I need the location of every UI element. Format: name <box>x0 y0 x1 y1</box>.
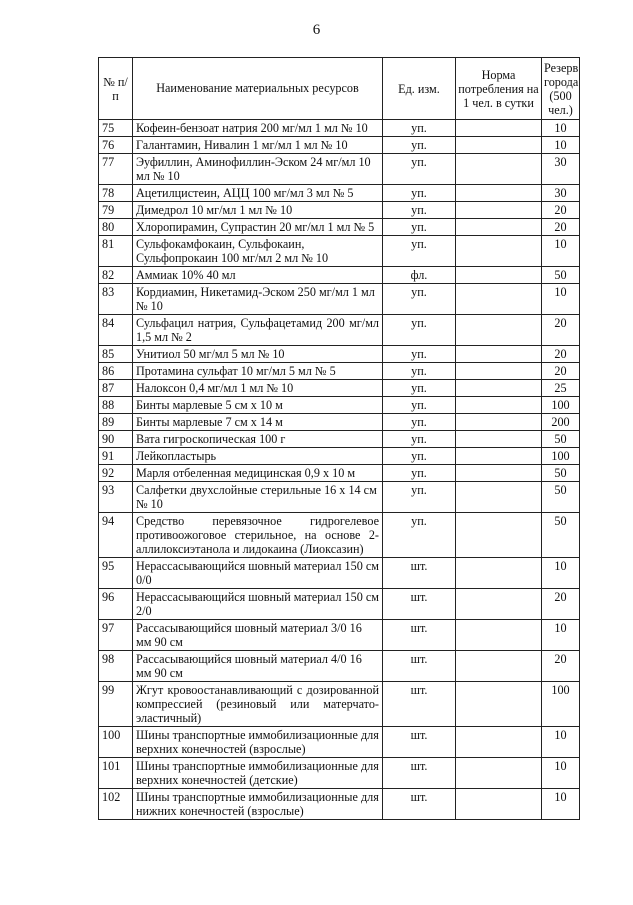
row-unit: фл. <box>383 267 456 284</box>
row-unit: шт. <box>383 651 456 682</box>
table-row <box>99 682 580 727</box>
row-norm <box>456 758 542 789</box>
row-name: Аммиак 10% 40 мл <box>133 267 383 284</box>
table-row <box>99 185 580 202</box>
row-reserve: 10 <box>542 620 580 651</box>
table-row <box>99 727 580 758</box>
row-unit: шт. <box>383 620 456 651</box>
row-norm <box>456 682 542 727</box>
row-name: Лейкопластырь <box>133 448 383 465</box>
row-unit: уп. <box>383 202 456 219</box>
row-norm <box>456 219 542 236</box>
table-row <box>99 513 580 558</box>
row-reserve: 10 <box>542 120 580 137</box>
row-unit: уп. <box>383 315 456 346</box>
row-name: Протамина сульфат 10 мг/мл 5 мл № 5 <box>133 363 383 380</box>
row-unit: шт. <box>383 558 456 589</box>
row-name: Нерассасывающийся шовный материал 150 см 2/0 <box>133 589 383 620</box>
row-norm <box>456 414 542 431</box>
row-reserve: 50 <box>542 431 580 448</box>
row-reserve: 20 <box>542 219 580 236</box>
row-norm <box>456 380 542 397</box>
row-number: 90 <box>99 431 133 448</box>
row-name: Вата гигроскопическая 100 г <box>133 431 383 448</box>
row-number: 75 <box>99 120 133 137</box>
table-row <box>99 315 580 346</box>
resources-table <box>98 57 580 820</box>
table-row <box>99 589 580 620</box>
row-number: 95 <box>99 558 133 589</box>
row-norm <box>456 448 542 465</box>
table-row <box>99 202 580 219</box>
row-norm <box>456 465 542 482</box>
row-unit: уп. <box>383 465 456 482</box>
row-norm <box>456 513 542 558</box>
row-reserve: 20 <box>542 346 580 363</box>
row-name: Кордиамин, Никетамид-Эском 250 мг/мл 1 мл № 10 <box>133 284 383 315</box>
header-norm: Норма потребления на 1 чел. в сутки <box>456 58 542 120</box>
row-reserve: 20 <box>542 651 580 682</box>
row-number: 81 <box>99 236 133 267</box>
table-row <box>99 465 580 482</box>
row-reserve: 10 <box>542 137 580 154</box>
row-reserve: 10 <box>542 558 580 589</box>
row-name: Рассасывающийся шовный материал 4/0 16 мм 90 см <box>133 651 383 682</box>
row-reserve: 100 <box>542 397 580 414</box>
table-row <box>99 346 580 363</box>
row-number: 97 <box>99 620 133 651</box>
row-name: Рассасывающийся шовный материал 3/0 16 мм 90 см <box>133 620 383 651</box>
row-number: 100 <box>99 727 133 758</box>
row-unit: уп. <box>383 284 456 315</box>
table-row <box>99 482 580 513</box>
row-reserve: 30 <box>542 185 580 202</box>
row-norm <box>456 431 542 448</box>
row-reserve: 20 <box>542 202 580 219</box>
table-row <box>99 267 580 284</box>
table-row <box>99 414 580 431</box>
row-norm <box>456 154 542 185</box>
header-name: Наименование материальных ресурсов <box>133 58 383 120</box>
row-name: Сульфацил натрия, Сульфацетамид 200 мг/мл 1,5 мл № 2 <box>133 315 383 346</box>
row-name: Шины транспортные иммобилизационные для нижних конечностей (взрослые) <box>133 789 383 820</box>
table-row <box>99 448 580 465</box>
page-number: 6 <box>312 22 321 38</box>
row-number: 86 <box>99 363 133 380</box>
table-row <box>99 137 580 154</box>
row-unit: шт. <box>383 758 456 789</box>
row-unit: уп. <box>383 431 456 448</box>
row-unit: уп. <box>383 219 456 236</box>
row-name: Жгут кровоостанавливающий с дозированной компрессией (резиновый или матерчато-эластичный) <box>133 682 383 727</box>
row-unit: уп. <box>383 448 456 465</box>
row-number: 96 <box>99 589 133 620</box>
row-reserve: 200 <box>542 414 580 431</box>
row-norm <box>456 185 542 202</box>
row-reserve: 10 <box>542 284 580 315</box>
row-unit: шт. <box>383 789 456 820</box>
table-body <box>99 120 580 820</box>
row-norm <box>456 315 542 346</box>
row-unit: уп. <box>383 363 456 380</box>
row-unit: уп. <box>383 380 456 397</box>
row-reserve: 10 <box>542 236 580 267</box>
table-row <box>99 651 580 682</box>
row-unit: шт. <box>383 727 456 758</box>
row-name: Ацетилцистеин, АЦЦ 100 мг/мл 3 мл № 5 <box>133 185 383 202</box>
row-reserve: 25 <box>542 380 580 397</box>
table-row <box>99 219 580 236</box>
table-row <box>99 558 580 589</box>
table-row <box>99 620 580 651</box>
row-norm <box>456 789 542 820</box>
row-reserve: 100 <box>542 682 580 727</box>
row-norm <box>456 284 542 315</box>
row-reserve: 10 <box>542 727 580 758</box>
row-number: 92 <box>99 465 133 482</box>
row-number: 83 <box>99 284 133 315</box>
row-unit: уп. <box>383 185 456 202</box>
row-number: 88 <box>99 397 133 414</box>
row-reserve: 20 <box>542 589 580 620</box>
row-name: Хлоропирамин, Супрастин 20 мг/мл 1 мл № 5 <box>133 219 383 236</box>
row-reserve: 100 <box>542 448 580 465</box>
row-number: 93 <box>99 482 133 513</box>
table-row <box>99 789 580 820</box>
row-norm <box>456 397 542 414</box>
header-reserve: Резерв города (500 чел.) <box>542 58 580 120</box>
row-number: 89 <box>99 414 133 431</box>
row-name: Нерассасывающийся шовный материал 150 см 0/0 <box>133 558 383 589</box>
row-norm <box>456 558 542 589</box>
row-name: Эуфиллин, Аминофиллин-Эском 24 мг/мл 10 мл № 10 <box>133 154 383 185</box>
row-number: 85 <box>99 346 133 363</box>
row-unit: уп. <box>383 513 456 558</box>
row-name: Шины транспортные иммобилизационные для верхних конечностей (взрослые) <box>133 727 383 758</box>
row-number: 94 <box>99 513 133 558</box>
row-reserve: 50 <box>542 482 580 513</box>
row-reserve: 50 <box>542 267 580 284</box>
row-number: 82 <box>99 267 133 284</box>
row-name: Унитиол 50 мг/мл 5 мл № 10 <box>133 346 383 363</box>
row-number: 98 <box>99 651 133 682</box>
table-row <box>99 120 580 137</box>
row-number: 79 <box>99 202 133 219</box>
row-name: Сульфокамфокаин, Сульфокаин, Сульфопрокаин 100 мг/мл 2 мл № 10 <box>133 236 383 267</box>
row-number: 78 <box>99 185 133 202</box>
row-norm <box>456 589 542 620</box>
table-row <box>99 397 580 414</box>
table-header-row <box>99 58 580 120</box>
row-norm <box>456 620 542 651</box>
row-name: Салфетки двухслойные стерильные 16 х 14 см № 10 <box>133 482 383 513</box>
row-name: Димедрол 10 мг/мл 1 мл № 10 <box>133 202 383 219</box>
row-norm <box>456 267 542 284</box>
table-row <box>99 154 580 185</box>
row-number: 80 <box>99 219 133 236</box>
row-name: Бинты марлевые 5 см х 10 м <box>133 397 383 414</box>
row-name: Марля отбеленная медицинская 0,9 х 10 м <box>133 465 383 482</box>
table-row <box>99 431 580 448</box>
row-norm <box>456 137 542 154</box>
header-unit: Ед. изм. <box>383 58 456 120</box>
row-number: 91 <box>99 448 133 465</box>
row-unit: шт. <box>383 589 456 620</box>
row-unit: шт. <box>383 682 456 727</box>
row-number: 99 <box>99 682 133 727</box>
row-number: 76 <box>99 137 133 154</box>
row-number: 101 <box>99 758 133 789</box>
row-number: 87 <box>99 380 133 397</box>
row-reserve: 10 <box>542 758 580 789</box>
row-name: Бинты марлевые 7 см х 14 м <box>133 414 383 431</box>
row-reserve: 20 <box>542 315 580 346</box>
row-name: Галантамин, Нивалин 1 мг/мл 1 мл № 10 <box>133 137 383 154</box>
table-row <box>99 236 580 267</box>
row-number: 102 <box>99 789 133 820</box>
table-row <box>99 284 580 315</box>
row-number: 77 <box>99 154 133 185</box>
table-row <box>99 758 580 789</box>
row-unit: уп. <box>383 482 456 513</box>
row-norm <box>456 346 542 363</box>
table-row <box>99 380 580 397</box>
row-unit: уп. <box>383 137 456 154</box>
row-norm <box>456 727 542 758</box>
row-name: Средство перевязочное гидрогелевое противоожоговое стерильное, на основе 2-аллилоксиэтанола и лидокаина (Лиоксазин) <box>133 513 383 558</box>
table-row <box>99 363 580 380</box>
row-norm <box>456 482 542 513</box>
row-norm <box>456 236 542 267</box>
row-name: Налоксон 0,4 мг/мл 1 мл № 10 <box>133 380 383 397</box>
row-reserve: 50 <box>542 465 580 482</box>
row-unit: уп. <box>383 397 456 414</box>
row-unit: уп. <box>383 414 456 431</box>
row-unit: уп. <box>383 346 456 363</box>
row-name: Кофеин-бензоат натрия 200 мг/мл 1 мл № 10 <box>133 120 383 137</box>
row-reserve: 10 <box>542 789 580 820</box>
row-norm <box>456 202 542 219</box>
row-name: Шины транспортные иммобилизационные для верхних конечностей (детские) <box>133 758 383 789</box>
row-reserve: 50 <box>542 513 580 558</box>
row-reserve: 20 <box>542 363 580 380</box>
row-unit: уп. <box>383 236 456 267</box>
row-unit: уп. <box>383 154 456 185</box>
row-unit: уп. <box>383 120 456 137</box>
row-norm <box>456 363 542 380</box>
row-number: 84 <box>99 315 133 346</box>
row-reserve: 30 <box>542 154 580 185</box>
row-norm <box>456 120 542 137</box>
header-num: № п/п <box>99 58 133 120</box>
row-norm <box>456 651 542 682</box>
